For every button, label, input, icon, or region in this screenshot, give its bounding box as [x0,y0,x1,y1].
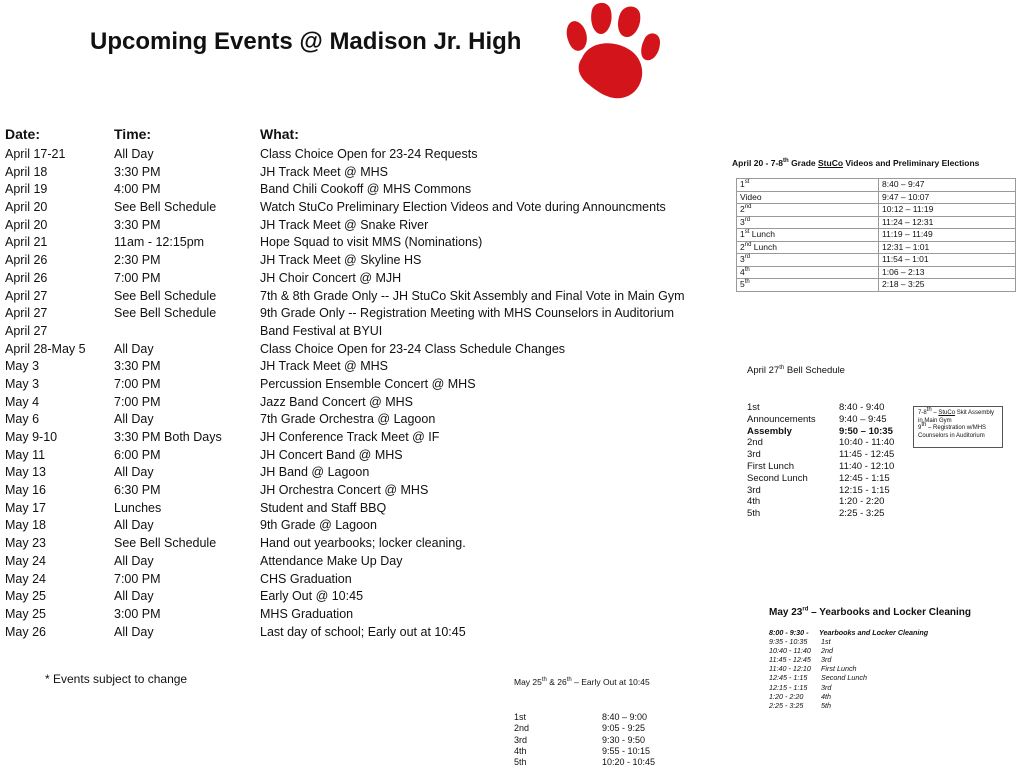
may25-time: 9:30 - 9:50 [602,734,646,745]
column-header-date: Date: [5,126,41,142]
event-row [5,607,705,625]
stuco-period-num: 2 [740,204,745,215]
bell27-period: First Lunch [747,460,794,472]
event-time: 6:00 PM [114,447,161,462]
may23-time: 2:25 - 3:25 [769,700,804,710]
stuco-time: 11:54 – 1:01 [879,254,1016,267]
bell27-time: 11:40 - 12:10 [839,460,895,472]
event-row [5,235,705,253]
event-what: JH Concert Band @ MHS [260,447,403,462]
may23-time: 11:45 - 12:45 [769,655,811,665]
paw-toe-mid [618,7,640,38]
event-time: 3:30 PM Both Days [114,430,222,444]
stuco-row [737,216,1016,229]
event-what: Student and Staff BBQ [260,500,387,515]
event-time: All Day [114,465,154,480]
event-row [5,483,705,501]
event-row [5,306,705,324]
event-time: All Day [114,147,154,161]
event-row [5,554,705,572]
may25-period: 3rd [514,734,528,745]
may23-time: 1:20 - 2:20 [769,691,804,701]
event-what: Band Festival at BYUI [260,323,383,338]
stuco-time: 10:12 – 11:19 [879,204,1016,217]
event-date: April 28-May 5 [5,341,86,356]
column-header-what: What: [260,126,299,142]
paw-print-icon [560,0,665,102]
may23-label: Second Lunch [821,673,867,683]
may25-period: 5th [514,757,527,768]
event-date: April 26 [5,270,48,285]
event-row [5,395,705,413]
event-what: MHS Graduation [260,606,354,621]
stuco-time: 1:06 – 2:13 [879,266,1016,279]
event-date: May 24 [5,571,46,586]
may23-time: 12:45 - 1:15 [769,673,808,683]
event-date: May 9-10 [5,430,58,444]
event-date: April 18 [5,164,48,179]
event-date: May 4 [5,394,40,409]
event-time: All Day [114,589,154,604]
bell27-period: 3rd [747,484,761,496]
may23-label: 2nd [821,646,833,656]
event-date: May 24 [5,553,46,568]
stuco-period [737,191,879,204]
paw-pad [579,43,643,98]
event-what: Band Chili Cookoff @ MHS Commons [260,182,472,197]
bell27-period: Second Lunch [747,472,808,484]
event-date: May 11 [5,447,46,462]
event-time: 11am - 12:15pm [114,235,205,250]
event-row [5,359,705,377]
stuco-period-suffix: st [744,179,750,186]
bell27-time: 12:45 - 1:15 [839,472,890,484]
event-date: April 27 [5,288,48,303]
event-date: May 18 [5,518,46,533]
stuco-row [737,279,1016,292]
stuco-row [737,229,1016,242]
event-row [5,518,705,536]
event-row [5,536,705,554]
stuco-period-num: 4 [740,266,745,277]
event-row [5,625,705,643]
stuco-period-suffix: th [744,279,750,286]
event-date: May 16 [5,483,46,498]
may25-time: 9:05 - 9:25 [602,723,646,734]
event-what: Jazz Band Concert @ MHS [260,394,414,409]
event-time: All Day [114,624,154,639]
event-what: 9th Grade Only -- Registration Meeting with MHS Counselors in Auditorium [260,306,675,321]
stuco-row [737,191,1016,204]
may23-label: 1st [821,637,831,647]
event-row [5,589,705,607]
bell27-time: 8:40 - 9:40 [839,402,885,413]
bell27-time: 12:15 - 1:15 [839,484,890,496]
stuco-period [737,204,879,217]
event-what: 7th & 8th Grade Only -- JH StuCo Skit Assembly and Final Vote in Main Gym [260,288,685,303]
event-time: See Bell Schedule [114,288,217,303]
may25-schedule-title: May 25th & 26th – Early Out at 10:45 [514,677,650,687]
stuco-period-suffix: nd [744,204,752,211]
event-what: Percussion Ensemble Concert @ MHS [260,376,476,391]
stuco-time: 11:19 – 11:49 [879,229,1016,242]
stuco-period-num: 3 [740,254,745,265]
event-row [5,430,705,448]
event-what: Class Choice Open for 23-24 Class Schedule Changes [260,341,566,356]
event-date: May 3 [5,359,40,374]
event-date: May 3 [5,376,40,391]
event-row [5,182,705,200]
event-time: See Bell Schedule [114,536,217,551]
bell27-period: 1st [747,402,760,413]
may23-label: 3rd [821,682,832,692]
bell27-time: 1:20 - 2:20 [839,496,885,508]
bell27-period: Assembly [747,425,792,437]
may23-label: Yearbooks and Locker Cleaning [819,628,929,637]
stuco-period [737,229,879,242]
column-header-time: Time: [114,126,152,142]
stuco-row [737,179,1016,192]
event-row [5,412,705,430]
event-time: See Bell Schedule [114,306,217,321]
stuco-row [737,266,1016,279]
event-time: 3:30 PM [114,217,161,232]
event-date: April 20 [5,200,48,215]
bell27-period: 4th [747,496,761,508]
event-time: All Day [114,518,154,533]
event-what: JH Orchestra Concert @ MHS [260,483,429,498]
event-date: April 27 [5,306,48,321]
event-date: May 26 [5,624,46,639]
event-row [5,271,705,289]
event-time: 7:00 PM [114,376,161,391]
event-date: April 27 [5,323,48,338]
may23-time: 8:00 - 9:30 - [769,628,809,637]
event-what: 7th Grade Orchestra @ Lagoon [260,412,436,427]
stuco-schedule-table [736,178,1016,292]
event-what: JH Band @ Lagoon [260,465,370,480]
event-date: May 25 [5,589,46,604]
event-time: See Bell Schedule [114,200,217,215]
event-what: JH Track Meet @ Snake River [260,217,429,232]
event-date: April 20 [5,217,48,232]
stuco-period-suffix: rd [744,216,751,223]
event-row [5,218,705,236]
stuco-period [737,241,879,254]
event-time: All Day [114,553,154,568]
event-row [5,465,705,483]
may23-time: 10:40 - 11:40 [769,646,811,656]
stuco-period-suffix: th [744,266,750,273]
events-disclaimer: * Events subject to change [45,672,188,686]
event-what: JH Conference Track Meet @ IF [260,430,440,444]
stuco-period-suffix: st [744,229,750,236]
event-what: JH Track Meet @ MHS [260,164,388,179]
event-date: April 21 [5,235,48,250]
april27-bell-note: 7-8th – StuCo Skit Assembly in Main Gym 9th – Registration w/MHS Counselors in Auditorium [913,406,1003,448]
events-table [5,126,705,642]
april27-bell-title: April 27th Bell Schedule [747,364,845,376]
event-row [5,377,705,395]
stuco-period-num: 1 [740,179,745,190]
event-time: 7:00 PM [114,571,161,586]
event-what: JH Track Meet @ MHS [260,359,388,374]
may25-period: 2nd [514,723,530,734]
stuco-period [737,266,879,279]
stuco-period-num: 2 [740,241,745,252]
bell27-time: 10:40 - 11:40 [839,437,895,449]
paw-toe-top [591,3,611,34]
event-row [5,342,705,360]
event-row [5,165,705,183]
stuco-row [737,204,1016,217]
bell27-time: 9:40 – 9:45 [839,413,887,425]
stuco-time: 9:47 – 10:07 [879,191,1016,204]
may25-period: 1st [514,712,527,722]
event-what: Attendance Make Up Day [260,553,403,568]
event-row [5,253,705,271]
event-time: 6:30 PM [114,483,161,498]
bell27-period: 2nd [747,437,763,449]
stuco-period-num: 1 [740,229,745,240]
event-what: Early Out @ 10:45 [260,589,364,604]
event-date: April 17-21 [5,147,66,161]
stuco-period [737,216,879,229]
event-row [5,448,705,466]
event-time: 4:00 PM [114,182,161,197]
event-what: Watch StuCo Preliminary Election Videos and Vote during Announcments [260,200,666,215]
may23-time: 9:35 - 10:35 [769,637,808,647]
event-date: April 26 [5,253,48,268]
event-date: May 17 [5,500,46,515]
stuco-period [737,179,879,192]
event-row [5,147,705,165]
event-row [5,324,705,342]
stuco-row [737,254,1016,267]
event-what: 9th Grade @ Lagoon [260,518,377,533]
stuco-period-num: 5 [740,279,745,290]
event-time: 3:30 PM [114,164,161,179]
event-what: Last day of school; Early out at 10:45 [260,624,466,639]
may25-time: 8:40 – 9:00 [602,712,648,722]
may25-period: 4th [514,745,527,756]
bell27-time: 2:25 - 3:25 [839,508,885,520]
bell27-time: 11:45 - 12:45 [839,449,895,461]
event-what: JH Choir Concert @ MJH [260,270,402,285]
stuco-period-suffix: rd [744,254,751,261]
may23-label: First Lunch [821,664,857,674]
event-what: JH Track Meet @ Skyline HS [260,253,422,268]
event-time: All Day [114,341,154,356]
event-date: May 13 [5,465,46,480]
stuco-time: 11:24 – 12:31 [879,216,1016,229]
stuco-row [737,241,1016,254]
stuco-period-label: Video [740,191,762,202]
events-header-row [5,126,705,147]
bell27-period: 3rd [747,449,761,461]
may25-time: 10:20 - 10:45 [602,757,656,768]
event-what: Class Choice Open for 23-24 Requests [260,147,478,161]
stuco-period [737,279,879,292]
may23-time: 12:15 - 1:15 [769,682,808,692]
may25-time: 9:55 - 10:15 [602,745,651,756]
events-body [5,147,705,642]
stuco-period-suffix: nd [744,241,752,248]
stuco-schedule-title: April 20 - 7-8th Grade StuCo Videos and Preliminary Elections [732,158,980,168]
event-time: Lunches [114,500,162,515]
event-date: April 19 [5,182,48,197]
paw-toe-left [567,21,587,51]
stuco-period-label: Lunch [751,241,777,252]
event-date: May 25 [5,606,46,621]
may23-label: 3rd [821,655,832,665]
bell27-period: Announcements [747,413,816,425]
event-what: CHS Graduation [260,571,352,586]
event-date: May 6 [5,412,40,427]
stuco-time: 2:18 – 3:25 [879,279,1016,292]
stuco-period-num: 3 [740,216,745,227]
bell27-period: 5th [747,508,761,520]
paw-toe-right [641,33,660,60]
event-row [5,501,705,519]
may23-label: 4th [821,691,831,701]
event-time: All Day [114,412,154,427]
event-what: Hope Squad to visit MMS (Nominations) [260,235,483,250]
stuco-time: 12:31 – 1:01 [879,241,1016,254]
event-time: 7:00 PM [114,270,161,285]
event-time: 3:30 PM [114,359,161,374]
event-what: Hand out yearbooks; locker cleaning. [260,536,466,551]
may23-time: 11:40 - 12:10 [769,664,811,674]
may23-schedule-title: May 23rd – Yearbooks and Locker Cleaning [769,606,972,618]
event-time: 7:00 PM [114,394,161,409]
may23-label: 5th [821,700,831,710]
event-row [5,572,705,590]
event-row [5,200,705,218]
stuco-period-label: Lunch [749,229,775,240]
page-title: Upcoming Events @ Madison Jr. High [90,28,522,55]
stuco-period [737,254,879,267]
event-row [5,289,705,307]
event-date: May 23 [5,536,46,551]
event-time: 2:30 PM [114,253,161,268]
event-time: 3:00 PM [114,606,161,621]
stuco-time: 8:40 – 9:47 [879,179,1016,192]
bell27-time: 9:50 – 10:35 [839,425,893,437]
